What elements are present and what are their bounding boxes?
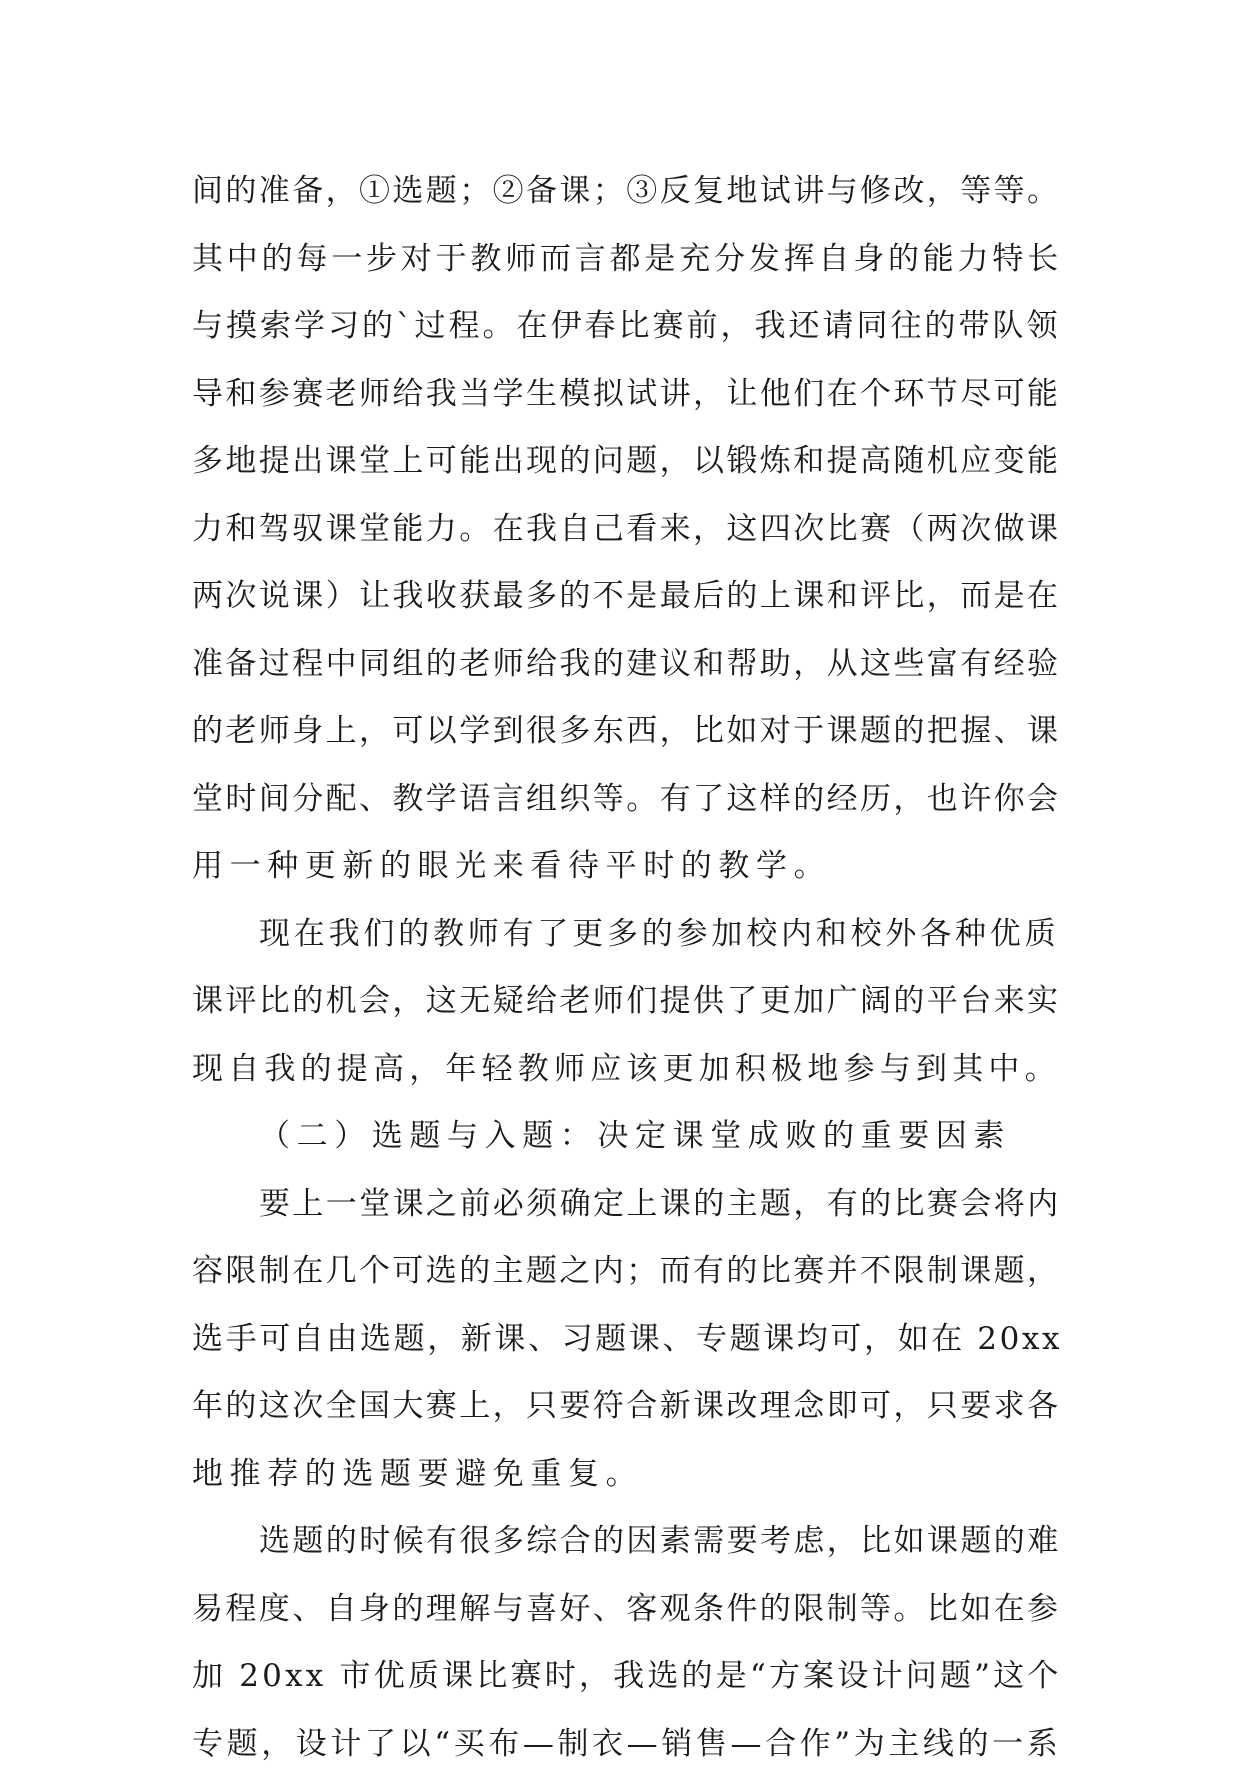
text-line: 地推荐的选题要避免重复。 [192, 1441, 1062, 1509]
text-line: 间的准备，①选题；②备课；③反复地试讲与修改，等等。 [192, 158, 1062, 226]
text-line: 专题，设计了以“买布—制衣—销售—合作”为主线的一系 [192, 1711, 1062, 1778]
text-line: 其中的每一步对于教师而言都是充分发挥自身的能力特长 [192, 226, 1062, 294]
text-line: 准备过程中同组的老师给我的建议和帮助，从这些富有经验 [192, 631, 1062, 699]
text-line: 与摸索学习的`过程。在伊春比赛前，我还请同往的带队领 [192, 293, 1062, 361]
text-line: 用一种更新的眼光来看待平时的教学。 [192, 833, 1062, 901]
text-line: 多地提出课堂上可能出现的问题，以锻炼和提高随机应变能 [192, 428, 1062, 496]
text-line: 年的这次全国大赛上，只要符合新课改理念即可，只要求各 [192, 1373, 1062, 1441]
text-line: 选手可自由选题，新课、习题课、专题课均可，如在 20xx [192, 1306, 1062, 1374]
text-line: 导和参赛老师给我当学生模拟试讲，让他们在个环节尽可能 [192, 361, 1062, 429]
text-line: 现在我们的教师有了更多的参加校内和校外各种优质 [192, 901, 1062, 969]
document-body [192, 158, 1062, 1778]
text-line: 两次说课）让我收获最多的不是最后的上课和评比，而是在 [192, 563, 1062, 631]
text-line: 的老师身上，可以学到很多东西，比如对于课题的把握、课 [192, 698, 1062, 766]
text-line: 易程度、自身的理解与喜好、客观条件的限制等。比如在参 [192, 1576, 1062, 1644]
text-line: 力和驾驭课堂能力。在我自己看来，这四次比赛（两次做课 [192, 496, 1062, 564]
text-line: 堂时间分配、教学语言组织等。有了这样的经历，也许你会 [192, 766, 1062, 834]
text-line: （二）选题与入题：决定课堂成败的重要因素 [192, 1103, 1062, 1171]
text-line: 选题的时候有很多综合的因素需要考虑，比如课题的难 [192, 1508, 1062, 1576]
text-line: 要上一堂课之前必须确定上课的主题，有的比赛会将内 [192, 1171, 1062, 1239]
text-line: 加 20xx 市优质课比赛时，我选的是“方案设计问题”这个 [192, 1643, 1062, 1711]
text-line: 容限制在几个可选的主题之内；而有的比赛并不限制课题， [192, 1238, 1062, 1306]
text-line: 课评比的机会，这无疑给老师们提供了更加广阔的平台来实 [192, 968, 1062, 1036]
text-line: 现自我的提高，年轻教师应该更加积极地参与到其中。 [192, 1036, 1062, 1104]
